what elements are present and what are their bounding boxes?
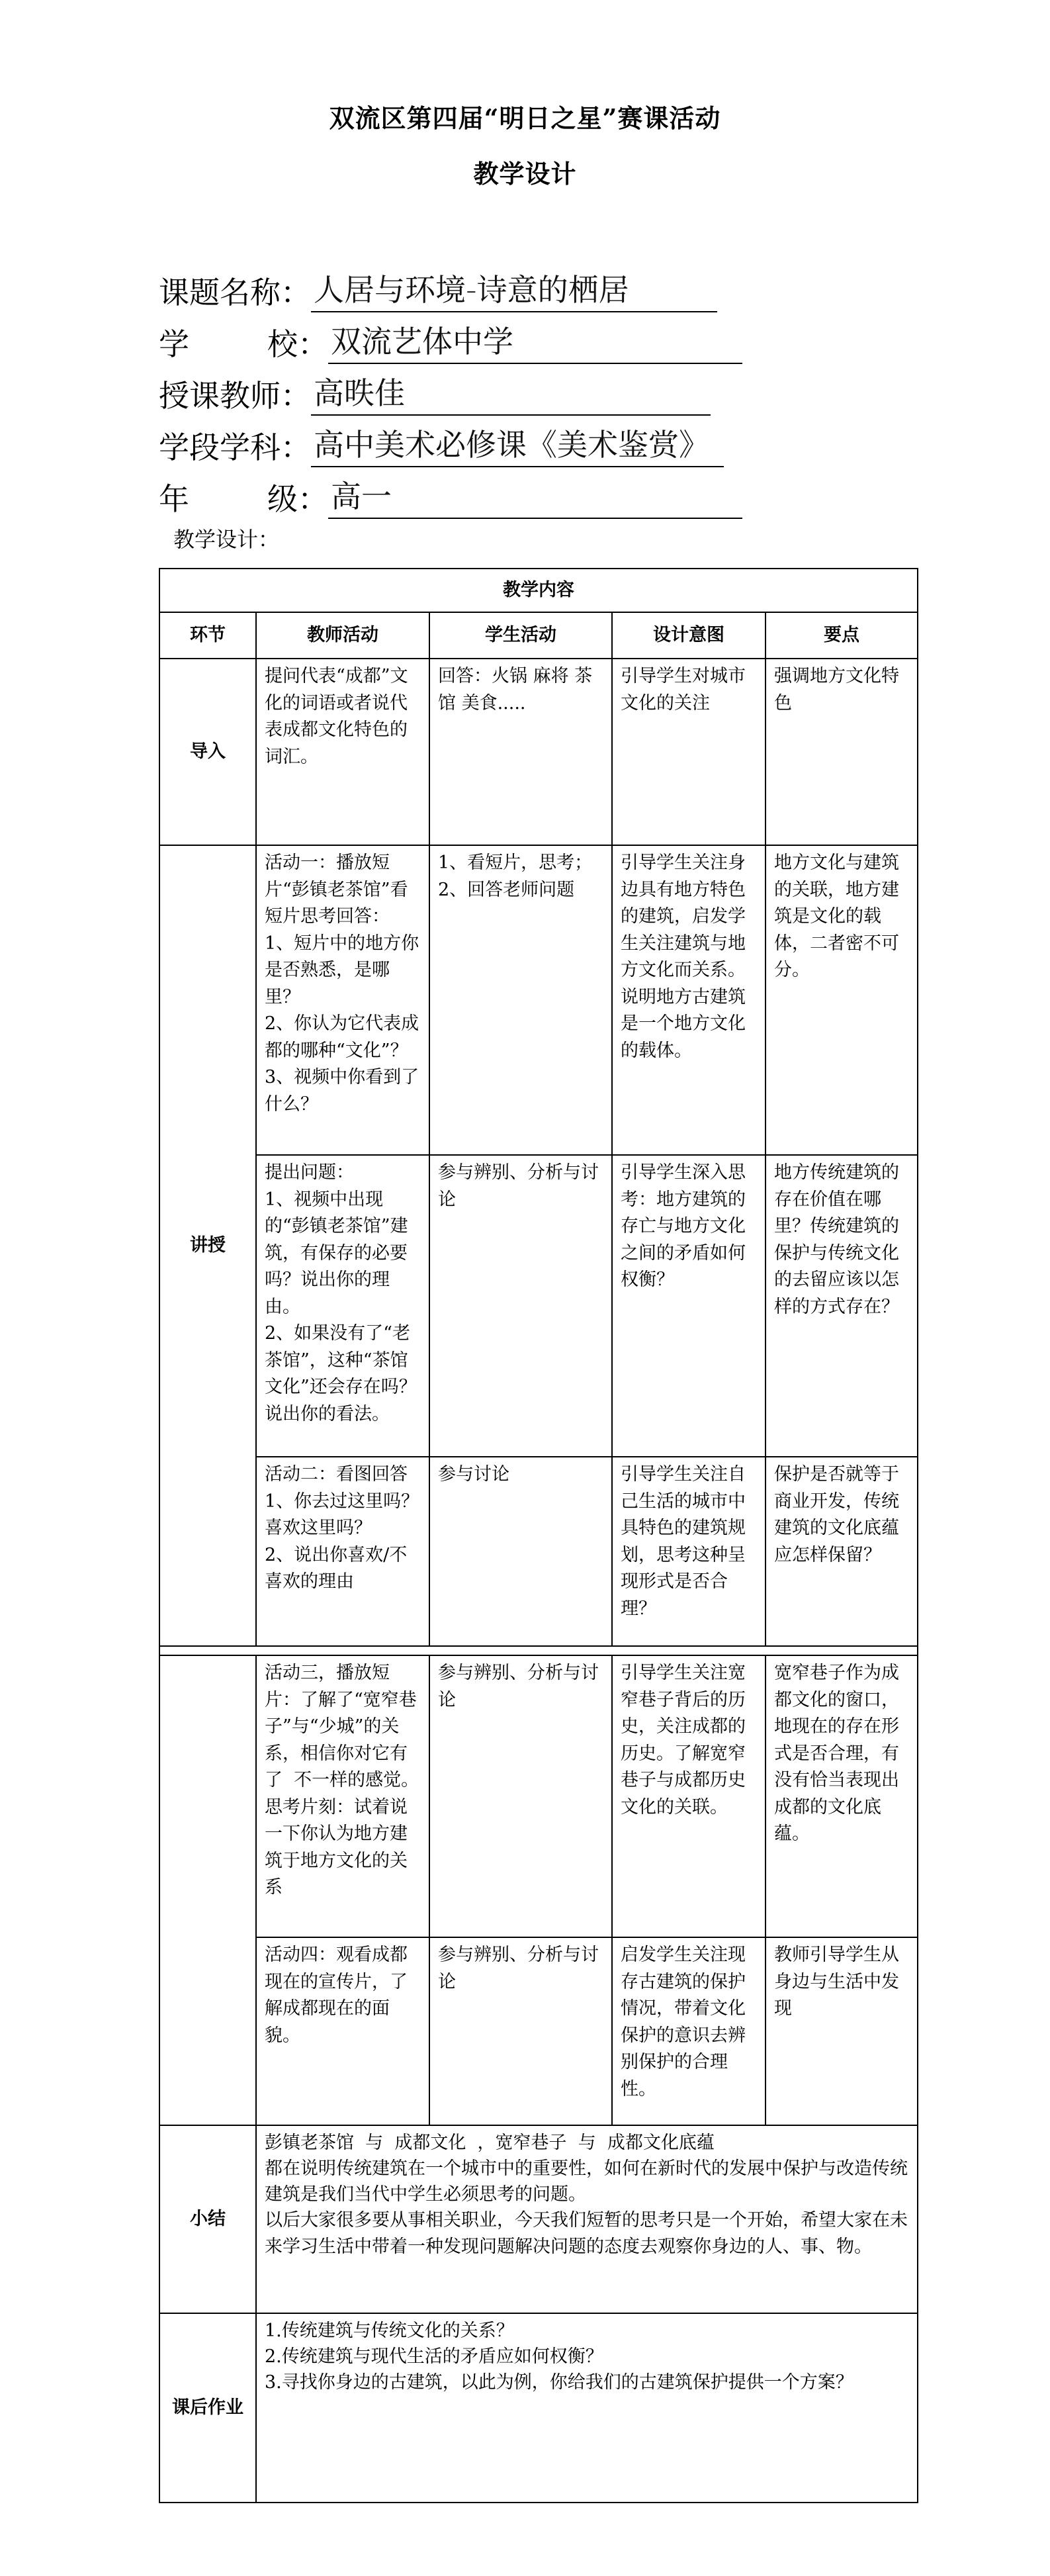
- lesson-plan-table: [159, 568, 918, 2503]
- teach-2-point: 地方传统建筑的存在价值在哪里？传统建筑的保护与传统文化的去留应该以怎样的方式存在？: [766, 1155, 918, 1457]
- intro-intent: 引导学生对城市文化的关注: [612, 659, 766, 845]
- teacher-value: 高昳佳: [311, 369, 711, 416]
- teach-1-teacher: 活动一：播放短片“彭镇老茶馆”看短片思考回答： 1、短片中的地方你是否熟悉，是哪里？ 2、你认为它代表成都的哪种“文化”？ 3、视频中你看到了什么？: [256, 845, 429, 1155]
- info-school-row: [159, 322, 742, 364]
- teach-1-point: 地方文化与建筑的关联，地方建筑是文化的载体，二者密不可分。: [766, 845, 918, 1155]
- teacher-label: 授课教师：: [159, 378, 311, 414]
- teach-2-teacher: 提出问题： 1、视频中出现的“彭镇老茶馆”建筑，有保存的必要吗？说出你的理由。 2、如果没有了“老茶馆”，这种“茶馆文化”还会存在吗？说出你的看法。: [256, 1155, 429, 1457]
- intro-student: 回答：火锅 麻将 茶馆 美食.....: [429, 659, 612, 845]
- teach-2-intent: 引导学生深入思考：地方建筑的存亡与地方文化之间的矛盾如何权衡？: [612, 1155, 766, 1457]
- teach-row-1: [159, 845, 918, 1155]
- teach-section: 讲授: [159, 845, 256, 1646]
- summary-text: 彭镇老茶馆 与 成都文化 ，宽窄巷子 与 成都文化底蕴 都在说明传统建筑在一个城市中的重要性，如何在新时代的发展中保护与改造传统建筑是我们当代中学生必须思考的问题。 以后大家很多要从事相关职业，今天我们短暂的思考只是一个开始，希望大家在未来学习生活中带着一种发现问题解决问题的态度去观察你身边的人、事、物。: [256, 2125, 918, 2313]
- school-label: 学 校：: [159, 326, 328, 362]
- teach-5-student: 参与辨别、分析与讨论: [429, 1937, 612, 2125]
- table-caption-row: [159, 569, 918, 612]
- summary-row: [159, 2125, 918, 2313]
- info-subject-row: [159, 425, 724, 467]
- intro-teacher: 提问代表“成都”文化的词语或者说代表成都文化特色的词汇。: [256, 659, 429, 845]
- intro-point: 强调地方文化特色: [766, 659, 918, 845]
- intro-section: 导入: [159, 659, 256, 845]
- teach-1-student: 1、看短片，思考； 2、回答老师问题: [429, 845, 612, 1155]
- header-section: 环节: [159, 612, 256, 659]
- table-header-row: [159, 612, 918, 659]
- homework-section: 课后作业: [159, 2313, 256, 2503]
- design-label: 教学设计：: [173, 527, 280, 552]
- homework-text: 1.传统建筑与传统文化的关系？ 2.传统建筑与现代生活的矛盾应如何权衡？ 3.寻找你身边的古建筑，以此为例，你给我们的古建筑保护提供一个方案？: [256, 2313, 918, 2503]
- teach-3-student: 参与讨论: [429, 1457, 612, 1646]
- teach-row-3: [159, 1457, 918, 1646]
- header-intent: 设计意图: [612, 612, 766, 659]
- teach-4-intent: 引导学生关注宽窄巷子背后的历史，关注成都的历史。了解宽窄巷子与成都历史文化的关联。: [612, 1655, 766, 1937]
- topic-value: 人居与环境-诗意的栖居: [311, 266, 717, 312]
- subject-label: 学段学科：: [159, 430, 311, 465]
- teach-4-teacher: 活动三，播放短片：了解了“宽窄巷子”与“少城”的关系，相信你对它有了 不一样的感觉。 思考片刻：试着说一下你认为地方建筑于地方文化的关系: [256, 1655, 429, 1937]
- summary-section: 小结: [159, 2125, 256, 2313]
- teach-row-2: [159, 1155, 918, 1457]
- teach-4-student: 参与辨别、分析与讨论: [429, 1655, 612, 1937]
- page-break-gap: [159, 1646, 918, 1655]
- header-student: 学生活动: [429, 612, 612, 659]
- teach-3-point: 保护是否就等于商业开发，传统建筑的文化底蕴应怎样保留？: [766, 1457, 918, 1646]
- teach-4-point: 宽窄巷子作为成都文化的窗口，地现在的存在形式是否合理，有没有恰当表现出成都的文化底蕴。: [766, 1655, 918, 1937]
- header-teacher: 教师活动: [256, 612, 429, 659]
- school-value: 双流艺体中学: [328, 318, 742, 364]
- teach-b-section: [159, 1655, 256, 2125]
- teach-3-intent: 引导学生关注自己生活的城市中具特色的建筑规划，思考这种呈现形式是否合理？: [612, 1457, 766, 1646]
- page-break-spacer: [159, 1646, 918, 1655]
- teach-5-intent: 启发学生关注现存古建筑的保护情况，带着文化保护的意识去辨别保护的合理性。: [612, 1937, 766, 2125]
- homework-row: [159, 2313, 918, 2503]
- teach-5-point: 教师引导学生从身边与生活中发现: [766, 1937, 918, 2125]
- topic-label: 课题名称：: [159, 275, 311, 310]
- teach-1-intent: 引导学生关注身边具有地方特色的建筑，启发学生关注建筑与地方文化而关系。说明地方古建筑是一个地方文化的载体。: [612, 845, 766, 1155]
- subject-value: 高中美术必修课《美术鉴赏》: [311, 421, 724, 467]
- teach-3-teacher: 活动二：看图回答 1、你去过这里吗？喜欢这里吗？ 2、说出你喜欢/不喜欢的理由: [256, 1457, 429, 1646]
- teach-row-5: [159, 1937, 918, 2125]
- teach-2-student: 参与辨别、分析与讨论: [429, 1155, 612, 1457]
- teach-5-teacher: 活动四：观看成都现在的宣传片，了解成都现在的面貌。: [256, 1937, 429, 2125]
- document-title: 双流区第四届“明日之星”赛课活动: [329, 103, 721, 133]
- info-teacher-row: [159, 373, 711, 416]
- intro-row: [159, 659, 918, 845]
- teach-row-4: [159, 1655, 918, 1937]
- document-subtitle: 教学设计: [473, 159, 577, 189]
- grade-value: 高一: [328, 473, 742, 519]
- header-point: 要点: [766, 612, 918, 659]
- table-caption: 教学内容: [159, 569, 918, 612]
- grade-label: 年 级：: [159, 481, 328, 517]
- info-grade-row: [159, 477, 742, 519]
- info-topic-row: [159, 270, 717, 312]
